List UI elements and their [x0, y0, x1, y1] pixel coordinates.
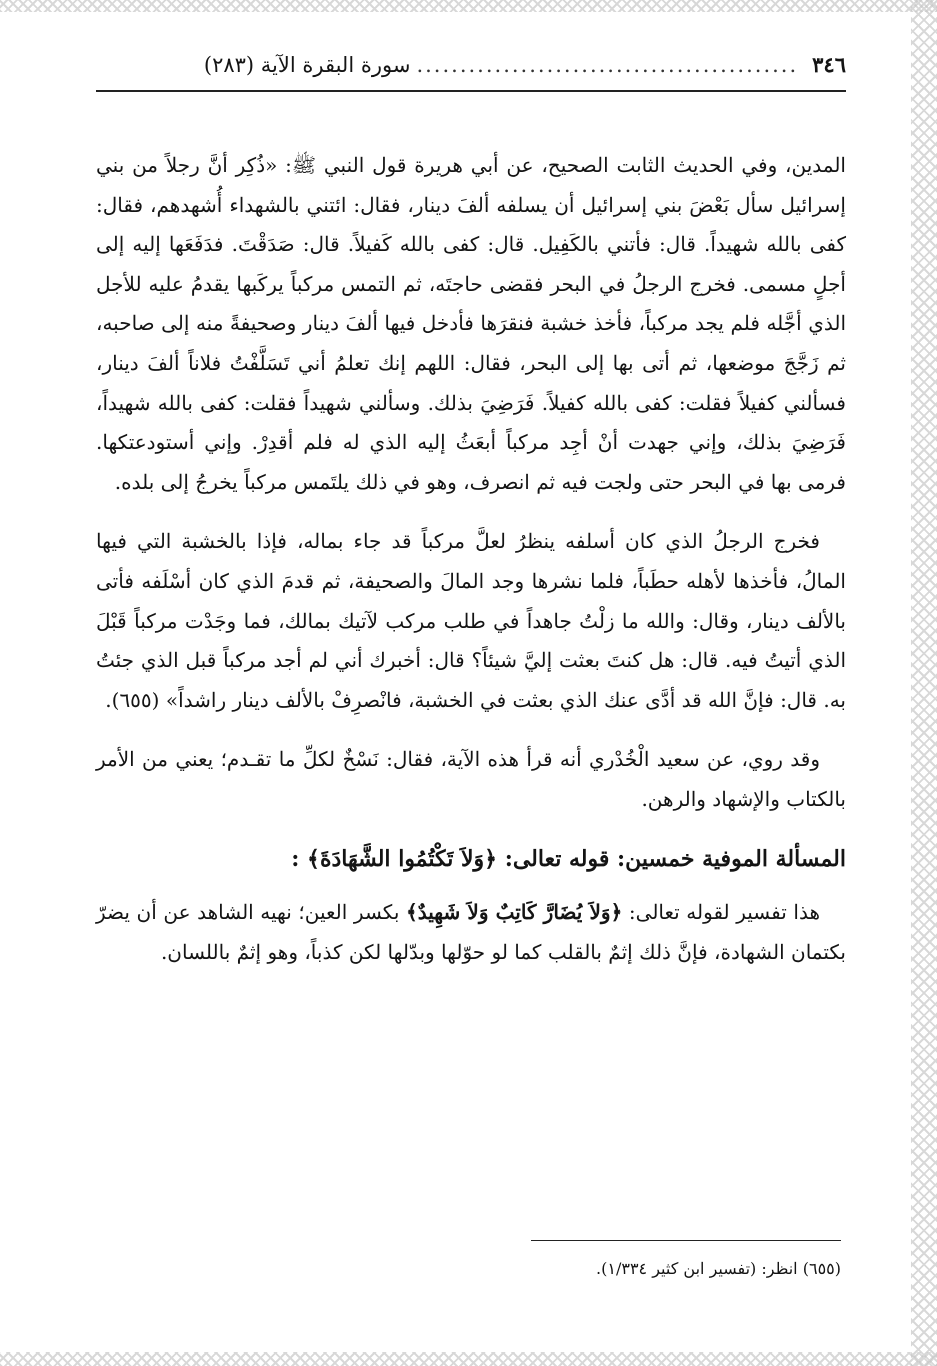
tafsir-verse: ﴿وَلاَ يُضَارَّ كَاتِبٌ وَلاَ شَهِيدٌ﴾ — [406, 900, 623, 925]
paragraph-tafsir — [96, 893, 846, 972]
section-heading — [96, 840, 846, 880]
paragraph-hadith: المدين، وفي الحديث الثابت الصحيح، عن أبي هريرة قول النبي ﷺ: «ذُكِر أنَّ رجلاً من بني إسرائيل سأل بَعْضَ بني إسرائيل أن يسلفه ألفَ دينار، فقال: ائتني بالشهداء أُشهدهم، فقال: كفى بالله شهيداً. قال: فأتني بالكَفِيل. قال: كفى بالله كَفيلاً. قال: صَدَقْتَ. فدَفَعَها إليه إلى أجلٍ مسمى. فخرج الرجلُ في البحر فقضى حاجتَه، ثم التمس مركباً يركَبها يقدمُ عليه للأجل الذي أجَّله فلم يجد مركباً، فأخذ خشبة فنقرَها فأدخل فيها ألفَ دينار وصحيفةً منه إلى صاحبه، ثم زَجَّجَ موضعها، ثم أتى بها إلى البحر، فقال: اللهم إنك تعلمُ أني تَسَلَّفْتُ فلاناً ألفَ دينار، فسألني كفيلاً فقلت: كفى بالله كفيلاً. فَرَضِيَ بذلك. وسألني شهيداً فقلت: كفى بالله شهيداً، فَرَضِيَ بذلك، وإني جهدت أنْ أجِد مركباً أبعَثُ إليه الذي له فلم أقدِرْ. وإني أستودعتكها. فرمى بها في البحر حتى ولجت فيه ثم انصرف، وهو في ذلك يلتَمس مركباً يخرجُ إلى بلده. — [96, 153, 846, 494]
page-number: ٣٤٦ — [812, 52, 846, 77]
paragraph-narration: وقد روي، عن سعيد الْخُدْري أنه قرأ هذه الآية، فقال: نَسْخٌ لكلِّ ما تقـدم؛ يعني من الأمر بالكتاب والإشهاد والرهن. — [96, 747, 846, 811]
page-border-bottom — [0, 1352, 937, 1366]
page-border-right — [911, 0, 937, 1366]
page-body — [96, 146, 846, 972]
paragraph-story: فخرج الرجلُ الذي كان أسلفه ينظرُ لعلَّ مركباً قد جاء بماله، فإذا بالخشبة التي فيها المالُ، فأخذها لأهله حطَباً، فلما نشرها وجد المالَ والصحيفة، ثم قدمَ الذي كان أسْلَفه فأتى بالألف دينار، وقال: والله ما زلْتُ جاهداً في طلب مركب لآتيك بمالك، فما وجَدْت مركباً قَبْلَ الذي أتيتُ فيه. قال: هل كنتَ بعثت إليَّ شيئاً؟ قال: أخبرك أني لم أجد مركباً قبل الذي جئتُ به. قال: فإنَّ الله قد أدَّى عنك الذي بعثت في الخشبة، فانْصرِفْ بالألف دينار راشداً» (٦٥٥). — [96, 529, 846, 712]
tafsir-text: بكسر العين؛ نهيه الشاهد عن أن يضرّ بكتمان الشهادة، فإنَّ ذلك إثمٌ بالقلب كما لو حوّلها وبدّلها لكن كذباً، وهو إثمٌ باللسان. — [96, 900, 846, 964]
surah-title: سورة البقرة الآية (٢٨٣) — [203, 53, 411, 77]
section-heading-colon: : — [291, 845, 300, 872]
page-header — [96, 40, 846, 92]
page-border-top — [0, 0, 937, 12]
section-heading-label: المسألة الموفية خمسين: قوله تعالى: — [504, 845, 846, 872]
footnote-text: انظر: (تفسير ابن كثير ١/٣٣٤). — [596, 1259, 798, 1278]
footnote — [241, 1255, 841, 1283]
page-content — [96, 40, 846, 992]
footnote-number: (٦٥٥) — [802, 1259, 841, 1278]
footnote-divider — [531, 1240, 841, 1241]
header-leader-dots: ............................................ — [416, 53, 799, 77]
tafsir-intro: هذا تفسير لقوله تعالى: — [628, 900, 821, 925]
section-heading-verse: ﴿وَلاَ تَكْتُمُوا الشَّهَادَةَ﴾ — [307, 845, 498, 872]
